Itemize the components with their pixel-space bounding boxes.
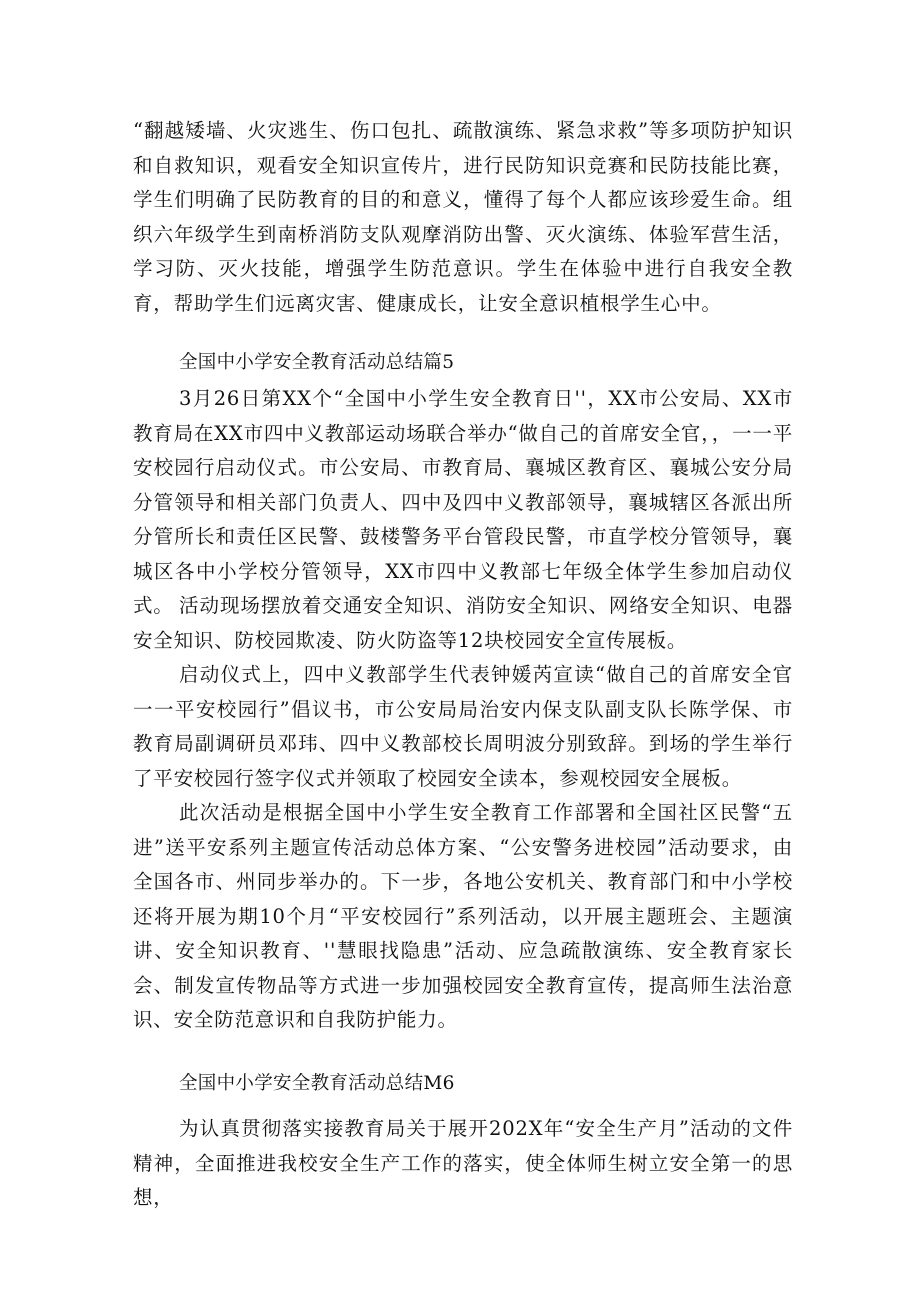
paragraph-5-1: 3月26日第XX个“全国中小学生安全教育日''，XX市公安局、XX市教育局在XX市四中义教部运动场联合举办“做自己的首席安全官，，一一平安校园行启动仪式。市公安局、市教育局、襄城区教育区、襄城公安分局分管领导和相关部门负责人、四中及四中义教部领导，襄城辖区各派出所分管所长和责任区民警、鼓楼警务平台管段民警，市直学校分管领导，襄城区各中小学校分管领导，XX市四中义教部七年级全体学生参加启动仪式。 [133, 387, 793, 617]
paragraph-5-2: 活动现场摆放着交通安全知识、消防安全知识、网络安全知识、电器安全知识、防校园欺凌、防火防盗等12块校园安全宣传展板。 [133, 594, 793, 652]
paragraph-intro: “翻越矮墙、火灾逃生、伤口包扎、疏散演练、紧急求救”等多项防护知识和自救知识，观看安全知识宣传片，进行民防知识竞赛和民防技能比赛，学生们明确了民防教育的目的和意义，懂得了每个人都应该珍爱生命。组织六年级学生到南桥消防支队观摩消防出警、灭火演练、体验军营生活，学习防、灭火技能，增强学生防范意识。学生在体验中进行自我安全教育，帮助学生们远离灾害、健康成长，让安全意识植根学生心中。 [133, 119, 793, 315]
paragraph-6-1: 为认真贯彻落实接教育局关于展开202X年“安全生产月”活动的文件精神，全面推进我校安全生产工作的落实，使全体师生树立安全第一的思想， [133, 1117, 793, 1209]
paragraph-5-4: 此次活动是根据全国中小学生安全教育工作部署和全国社区民警“五进”送平安系列主题宣传活动总体方案、“公安警务进校园”活动要求，由全国各市、州同步举办的。下一步，各地公安机关、教育部门和中小学校还将开展为期10个月“平安校园行”系列活动，以开展主题班会、主题演讲、安全知识教育、''慧眼找隐患”活动、应急疏散演练、安全教育家长会、制发宣传物品等方式进一步加强校园安全教育宣传，提高师生法治意识、安全防范意识和自我防护能力。 [133, 801, 793, 1031]
section-heading-6: 全国中小学安全教育活动总结M6 [179, 1073, 455, 1094]
section-heading-5: 全国中小学安全教育活动总结篇5 [179, 352, 455, 373]
paragraph-5-3: 启动仪式上，四中义教部学生代表钟媛芮宣读“做自己的首席安全官一一平安校园行”倡议书，市公安局局治安内保支队副支队长陈学保、市教育局副调研员邓玮、四中义教部校长周明波分别致辞。到场的学生举行了平安校园行签字仪式并领取了校园安全读本，参观校园安全展板。 [133, 663, 793, 790]
